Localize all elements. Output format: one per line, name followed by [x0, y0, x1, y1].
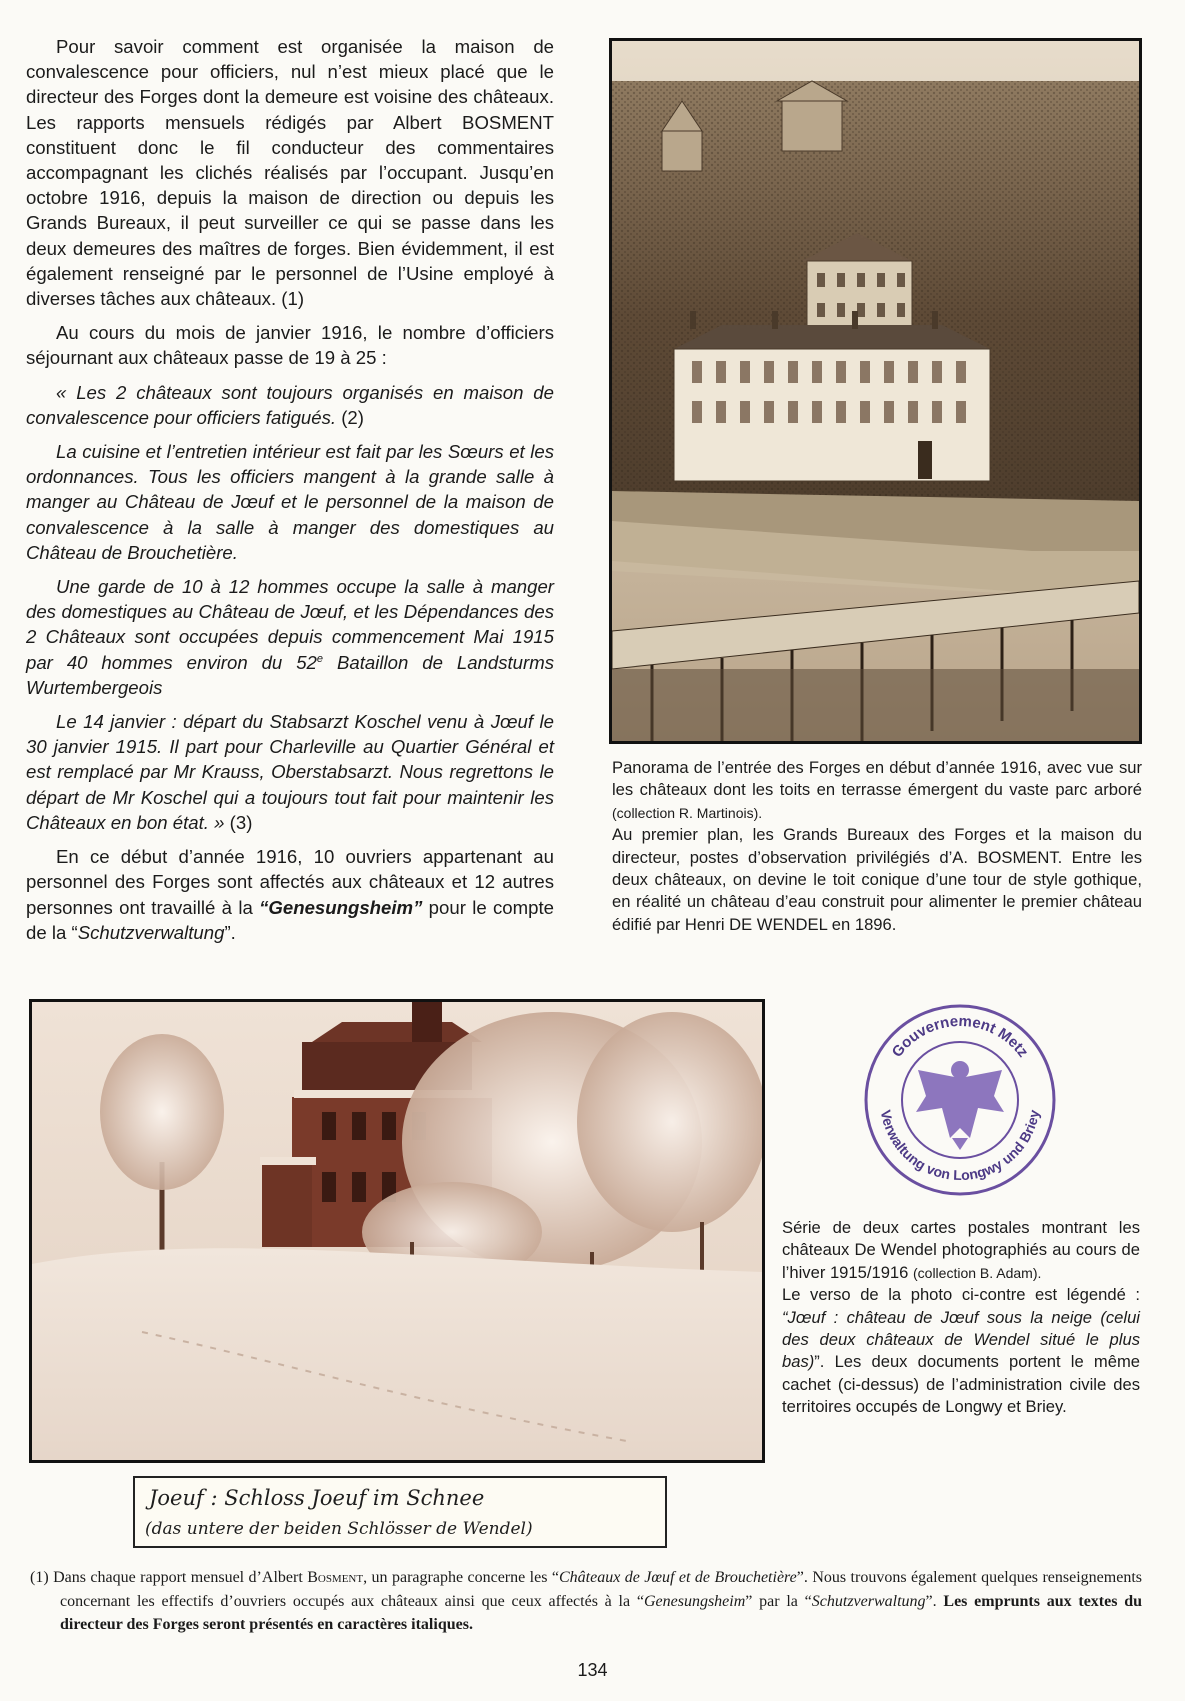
paragraph-intro: Pour savoir comment est organisée la maison de convalescence pour officiers, nul n’est mieux placé que le directeur des Forges dont la demeure est voisine des châteaux. Les rapports mensuels rédigés par Albert BOSMENT constituent donc le fil conducteur des commentaires accompagnant les clichés réalisés par l’occupant. Jusqu’en octobre 1916, depuis la maison de direction ou depuis les Grands Bureaux, il peut surveiller ce qui se passe dans les deux demeures des maîtres de forges. Bien évidemment, il est également renseigné par le personnel de l’Usine employé à diverses tâches aux châteaux. (1): [26, 36, 554, 310]
quote-guard: Une garde de 10 à 12 hommes occupe la salle à manger des domestiques au Château de Jœuf, et les Dépendances des 2 Châteaux sont occupées depuis commencement Mai 1915 par 40 hommes environ du 52e Bataillon de Landsturms Wurtembergeois: [26, 576, 555, 698]
quote-kitchen: La cuisine et l’entretien intérieur est fait par les Sœurs et les ordonnances. Tous les officiers mangent à la grande salle à manger au Château de Jœuf et le personnel de la maison de convalescence à la salle à manger des domestiques au Château de Brouchetière.: [26, 441, 554, 563]
page-number: 134: [577, 1660, 608, 1680]
paragraph-officers: Au cours du mois de janvier 1916, le nombre d’officiers séjournant aux châteaux passe de 19 à 25 :: [26, 322, 554, 369]
panorama-image: [612, 41, 1139, 741]
panorama-caption-text-2: Au premier plan, les Grands Bureaux des Forges et la maison du directeur, postes d’observation privilégiés d’A. BOSMENT. Entre les deux châteaux, on devine le toit conique d’une tour de style gothique, en réalité un château d’eau construit pour alimenter le premier château édifié par Henri DE WENDEL en 1896.: [612, 825, 1142, 934]
handwritten-label: [133, 1476, 667, 1548]
postcard-caption: [782, 1217, 1140, 1419]
stamp-bottom-text: Verwaltung von Longwy und Briey: [877, 1108, 1043, 1184]
footnote: [30, 1566, 1142, 1637]
handwritten-inscription: [135, 1478, 661, 1542]
snow-postcard-photo: [29, 999, 765, 1463]
stamp-top-text: Gouvernement Metz: [888, 1012, 1032, 1061]
snow-chateau-image: [32, 1002, 762, 1460]
paragraph-workers: En ce début d’année 1916, 10 ouvriers appartenant au personnel des Forges sont affectés aux châteaux et 12 autres personnes ont travaillé à la “Genesungsheim” pour le compte de la “Schutzverwaltung”.: [26, 846, 554, 943]
postcard-caption-text-1: Série de deux cartes postales montrant les châteaux De Wendel photographiés au cours de l’hiver 1915/1916 (collection B. Adam).: [782, 1218, 1140, 1282]
panorama-caption-text-1: Panorama de l’entrée des Forges en début d’année 1916, avec vue sur les châteaux dont les toits en terrasse émergent du vaste parc arboré (collection R. Martinois).: [612, 758, 1142, 821]
quote-convalescence: « Les 2 châteaux sont toujours organisés en maison de convalescence pour officiers fatigués. (2): [26, 381, 554, 428]
eagle-icon: [916, 1061, 1004, 1150]
panorama-photo: [609, 38, 1142, 744]
article-body: [26, 34, 554, 954]
handwritten-line-2: (das untere der beiden Schlösser de Wendel): [145, 1519, 533, 1539]
panorama-caption: [612, 757, 1142, 936]
gouvernement-metz-stamp: [860, 1000, 1060, 1200]
handwritten-line-1: Joeuf : Schloss Joeuf im Schnee: [149, 1486, 485, 1510]
footnote-1: (1) Dans chaque rapport mensuel d’Albert Bosment, un paragraphe concerne les “Châteaux de Jœuf et de Brouchetière”. Nous trouvons également quelques renseignements concernant les effectifs d’ouvriers occupés aux châteaux ainsi que ceux affectés à la “Genesungsheim” par la “Schutzverwaltung”. Les emprunts aux textes du directeur des Forges seront présentés en caractères italiques.: [30, 1569, 1143, 1633]
quote-departure: Le 14 janvier : départ du Stabsarzt Koschel venu à Jœuf le 30 janvier 1915. Il part pour Charleville au Quartier Général et est remplacé par Mr Krauss, Oberstabsarzt. Nous regrettons le départ de Mr Koschel qui a toujours tout fait pour maintenir les Châteaux en bon état. » (3): [26, 711, 554, 833]
postcard-caption-text-2: Le verso de la photo ci-contre est légendé : “Jœuf : château de Jœuf sous la neige (celui des deux châteaux de Wendel situé le plus bas)”. Les deux documents portent le même cachet (ci-dessus) de l’administration civile des territoires occupés de Longwy et Briey.: [782, 1285, 1140, 1417]
